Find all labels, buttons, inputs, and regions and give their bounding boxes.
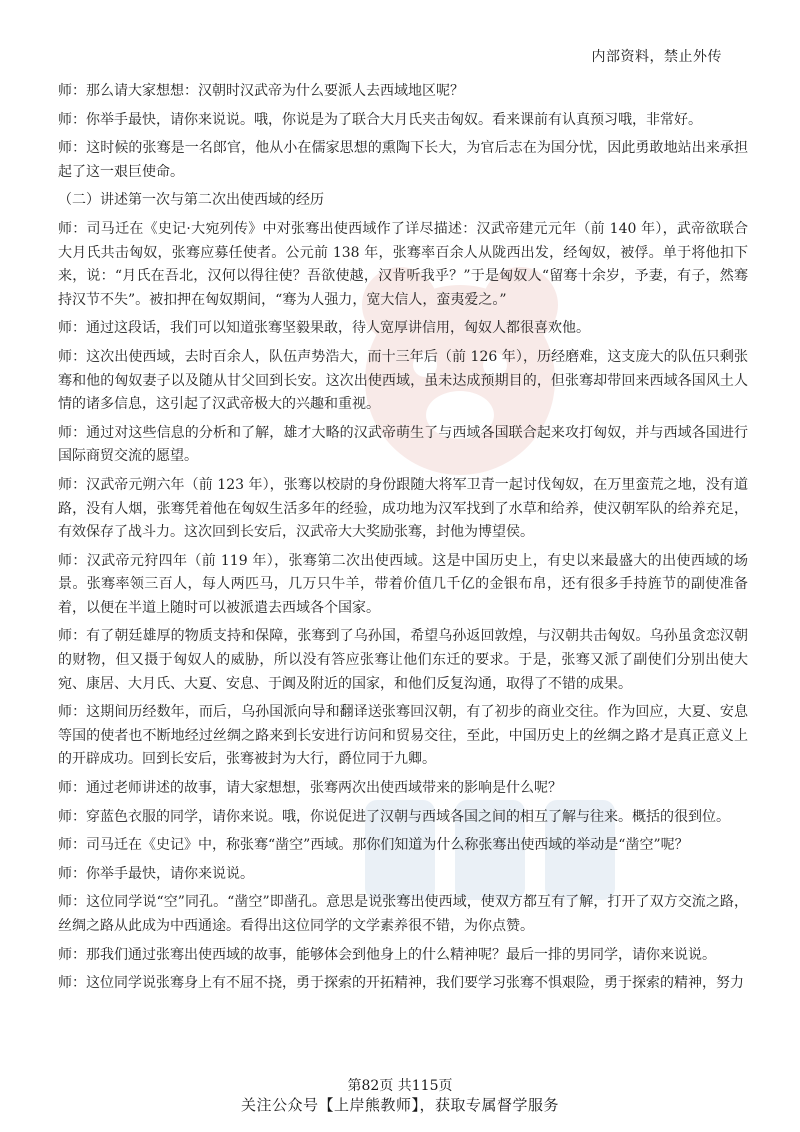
paragraph: 师：这位同学说张骞身上有不屈不挠，勇于探索的开拓精神，我们要学习张骞不惧艰险，勇于探索的精神，努力 (58, 975, 744, 992)
paragraph: 师：通过对这些信息的分析和了解，雄才大略的汉武帝萌生了与西域各国联合起来攻打匈奴，并与西域各国进行国际商贸交流的愿望。 (58, 424, 748, 465)
paragraph: 师：你举手最快，请你来说说。 (58, 865, 254, 882)
paragraph: 师：有了朝廷雄厚的物质支持和保障，张骞到了乌孙国，希望乌孙返回敦煌，与汉朝共击匈奴。乌孙虽贪恋汉朝的财物，但又摄于匈奴人的威胁，所以没有答应张骞让他们东迁的要求。于是，张骞又派了副使们分别出使大宛、康居、大月氏、大夏、安息、于阗及附近的国家，和他们反复沟通，取得了不错的成果。 (58, 628, 748, 692)
page-number: 第82页 共115页 (347, 1078, 453, 1094)
paragraph: 师：那么请大家想想：汉朝时汉武帝为什么要派人去西域地区呢？ (58, 83, 464, 99)
paragraph: 师：司马迁在《史记·大宛列传》中对张骞出使西域作了详尽描述：汉武帝建元元年（前 140 年），武帝欲联合大月氏共击匈奴，张骞应募任使者。公元前 138 年，张骞率百余人从陇西出发，经匈奴，被俘。单于将他扣下来，说：“月氏在吾北，汉何以得往使？吾欲使越，汉肯听我乎？”于是匈奴人“留骞十余岁，予妻，有子，然骞持汉节不失”。被扣押在匈奴期间，“骞为人强力，宽大信人，蛮夷爱之。” (58, 220, 748, 308)
paragraph: 师：这次出使西域，去时百余人，队伍声势浩大，而十三年后（前 126 年），历经磨难，这支庞大的队伍只剩张骞和他的匈奴妻子以及随从甘父回到长安。这次出使西域，虽未达成预期目的，但张骞却带回来西域各国风土人情的诸多信息，这引起了汉武帝极大的兴趣和重视。 (58, 348, 748, 413)
paragraph: 师：通过老师讲述的故事，请大家想想，张骞两次出使西域带来的影响是什么呢？ (58, 780, 562, 797)
paragraph: 师：你举手最快，请你来说说。哦，你说是为了联合大月氏夹击匈奴。看来课前有认真预习哦，非常好。 (58, 111, 702, 128)
paragraph: 师：穿蓝色衣服的同学，请你来说。哦，你说促进了汉朝与西域各国之间的相互了解与往来。概括的很到位。 (58, 808, 730, 825)
paragraph: 师：汉武帝元狩四年（前 119 年），张骞第二次出使西域。这是中国历史上，有史以来最盛大的出使西域的场景。张骞率领三百人，每人两匹马，几万只牛羊，带着价值几千亿的金银布帛，还有很多手持旌节的副使准备着，以便在半道上随时可以被派遣去西域各个国家。 (58, 552, 748, 616)
paragraph: 师：这位同学说“空”同孔。“凿空”即凿孔。意思是说张骞出使西域，使双方都互有了解，打开了双方交流之路，丝绸之路从此成为中西通途。看得出这位同学的文学素养很不错，为你点赞。 (58, 894, 748, 934)
document-body (58, 80, 748, 1001)
paragraph: 师：通过这段话，我们可以知道张骞坚毅果敢，待人宽厚讲信用，匈奴人都很喜欢他。 (58, 320, 590, 337)
section-heading: （二）讲述第一次与第二次出使西域的经历 (58, 192, 324, 209)
header-confidential-note: 内部资料，禁止外传 (591, 49, 722, 65)
paragraph: 师：这期间历经数年，而后，乌孙国派向导和翻译送张骞回汉朝，有了初步的商业交往。作为回应，大夏、安息等国的使者也不断地经过丝绸之路来到长安进行访问和贸易交往，至此，中国历史上的丝绸之路才是真正意义上的开辟成功。回到长安后，张骞被封为大行，爵位同于九卿。 (58, 704, 748, 768)
paragraph: 师：汉武帝元朔六年（前 123 年），张骞以校尉的身份跟随大将军卫青一起讨伐匈奴，在万里蛮荒之地，没有道路，没有人烟，张骞凭着他在匈奴生活多年的经验，成功地为汉军找到了水草和给养，使汉朝军队的给养充足，有效保存了战斗力。这次回到长安后，汉武帝大大奖励张骞，封他为博望侯。 (58, 476, 748, 541)
footer-promo: 关注公众号【上岸熊教师】，获取专属督学服务 (240, 1096, 559, 1114)
paragraph: 师：这时候的张骞是一名郎官，他从小在儒家思想的熏陶下长大，为官后志在为国分忧，因此勇敢地站出来承担起了这一艰巨使命。 (58, 140, 748, 180)
paragraph: 师：那我们通过张骞出使西域的故事，能够体会到他身上的什么精神呢？最后一排的男同学，请你来说说。 (58, 946, 716, 963)
paragraph: 师：司马迁在《史记》中，称张骞“凿空”西域。那你们知道为什么称张骞出使西域的举动是“凿空”呢？ (58, 837, 689, 854)
